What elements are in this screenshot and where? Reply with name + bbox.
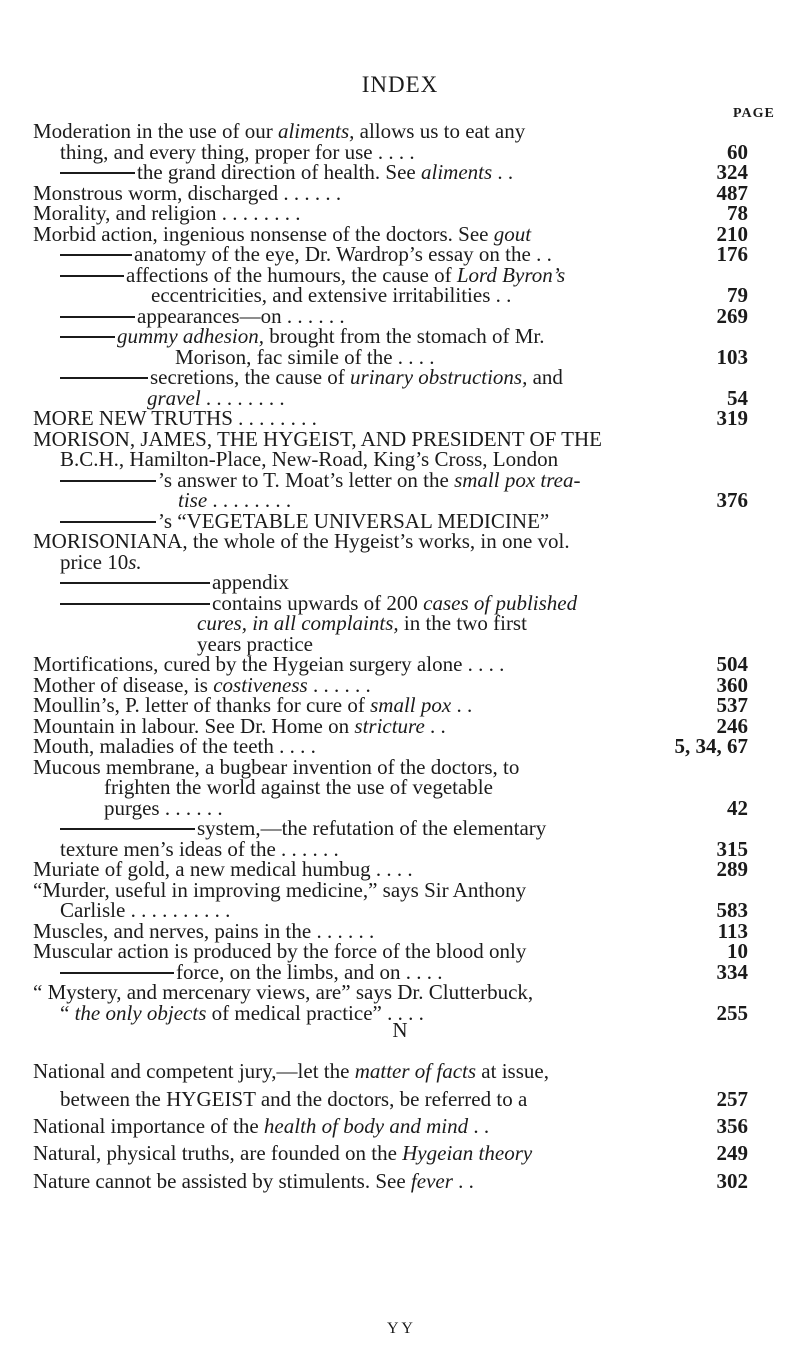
entry-text: system,—the refutation of the elementary bbox=[197, 816, 547, 840]
page-column-label: PAGE bbox=[733, 106, 775, 121]
entry-page-number: 376 bbox=[716, 488, 748, 512]
entry-page-number: 537 bbox=[716, 693, 748, 717]
entry-page-number: 504 bbox=[716, 652, 748, 676]
entry-text: affections of the humours, the cause of Lord Byron’s bbox=[126, 263, 566, 287]
entry-text: texture men’s ideas of the . . . . . . bbox=[60, 837, 339, 861]
entry-italic: fever bbox=[410, 1169, 453, 1193]
entry-page-number: 289 bbox=[716, 857, 748, 881]
entry-page-number: 176 bbox=[716, 242, 748, 266]
entry-text: gummy adhesion, brought from the stomach of Mr. bbox=[117, 324, 545, 348]
entry-page-number: 10 bbox=[727, 939, 748, 963]
entry-text: Moullin’s, P. letter of thanks for cure of small pox . . bbox=[33, 693, 473, 717]
entry-text: Carlisle . . . . . . . . . . bbox=[60, 898, 231, 922]
entry-page-number: 79 bbox=[727, 283, 748, 307]
ditto-dash bbox=[60, 972, 174, 974]
entry-page-number: 210 bbox=[716, 222, 748, 246]
entry-italic: health of body and mind bbox=[263, 1114, 469, 1138]
entry-text: anatomy of the eye, Dr. Wardrop’s essay on the . . bbox=[134, 242, 552, 266]
entry-page-number: 324 bbox=[716, 160, 748, 184]
entry-text: Mother of disease, is costiveness . . . . . . bbox=[33, 673, 371, 697]
entry-text: B.C.H., Hamilton-Place, New-Road, King’s Cross, London bbox=[60, 447, 559, 471]
index-entry bbox=[0, 1058, 800, 1084]
entry-text: gravel . . . . . . . . bbox=[147, 386, 285, 410]
entry-italic: matter of facts bbox=[354, 1059, 477, 1083]
entry-text: Monstrous worm, discharged . . . . . . bbox=[33, 181, 342, 205]
entry-text: Mucous membrane, a bugbear invention of the doctors, to bbox=[33, 755, 520, 779]
entry-text: cures, in all complaints, in the two first bbox=[197, 611, 527, 635]
entry-text: between the HYGEIST and the doctors, be referred to a bbox=[60, 1087, 528, 1111]
ditto-dash bbox=[60, 377, 148, 379]
entry-text: Natural, physical truths, are founded on the Hygeian theory bbox=[33, 1141, 533, 1165]
entry-text: ’s “VEGETABLE UNIVERSAL MEDICINE” bbox=[158, 509, 550, 533]
entry-page-number: 60 bbox=[727, 140, 748, 164]
index-entry bbox=[0, 1168, 800, 1194]
entry-text: ’s answer to T. Moat’s letter on the small pox trea- bbox=[158, 468, 581, 492]
entry-page-number: 315 bbox=[716, 837, 748, 861]
entry-text: Muscular action is produced by the force of the blood only bbox=[33, 939, 527, 963]
entry-page-number: 255 bbox=[716, 1001, 748, 1025]
entry-page-number: 78 bbox=[727, 201, 748, 225]
entry-text: National and competent jury,—let the matter of facts at issue, bbox=[33, 1059, 549, 1083]
entry-text: thing, and every thing, proper for use . . . . bbox=[60, 140, 415, 164]
entry-italic: Lord Byron’s bbox=[456, 263, 566, 287]
entry-page-number: 583 bbox=[716, 898, 748, 922]
entry-text: Muriate of gold, a new medical humbug . . . . bbox=[33, 857, 413, 881]
ditto-dash bbox=[60, 828, 195, 830]
entry-text: frighten the world against the use of vegetable bbox=[104, 775, 493, 799]
entry-page-number: 54 bbox=[727, 386, 748, 410]
ditto-dash bbox=[60, 603, 210, 605]
index-entry bbox=[0, 1113, 800, 1139]
entry-italic: Hygeian theory bbox=[402, 1141, 533, 1165]
entry-italic: stricture bbox=[354, 714, 425, 738]
entry-page-number: 356 bbox=[716, 1114, 748, 1138]
entry-text: Moderation in the use of our aliments, allows us to eat any bbox=[33, 119, 526, 143]
entry-text: Morison, fac simile of the . . . . bbox=[175, 345, 435, 369]
entry-page-number: 246 bbox=[716, 714, 748, 738]
entry-italic: gout bbox=[493, 222, 532, 246]
entry-page-number: 103 bbox=[716, 345, 748, 369]
ditto-dash bbox=[60, 336, 115, 338]
entry-page-number: 257 bbox=[716, 1087, 748, 1111]
entry-page-number: 334 bbox=[716, 960, 748, 984]
entry-page-number: 302 bbox=[716, 1169, 748, 1193]
ditto-dash bbox=[60, 254, 132, 256]
entry-italic: urinary obstructions, bbox=[350, 365, 528, 389]
entry-text: MORE NEW TRUTHS . . . . . . . . bbox=[33, 406, 317, 430]
index-entry bbox=[0, 1140, 800, 1166]
entry-text: the grand direction of health. See aliments . . bbox=[137, 160, 514, 184]
entry-text: secretions, the cause of urinary obstructions, and bbox=[150, 365, 563, 389]
ditto-dash bbox=[60, 582, 210, 584]
ditto-dash bbox=[60, 480, 156, 482]
entry-text: “ Mystery, and mercenary views, are” says Dr. Clutterbuck, bbox=[33, 980, 534, 1004]
entry-text: appearances—on . . . . . . bbox=[137, 304, 345, 328]
entry-text: contains upwards of 200 cases of published bbox=[212, 591, 578, 615]
entry-italic: aliments, bbox=[277, 119, 355, 143]
entry-text: price 10s. bbox=[60, 550, 142, 574]
entry-text: “ the only objects of medical practice” . . . . bbox=[60, 1001, 424, 1025]
entry-italic: cures, in all complaints, bbox=[197, 611, 399, 635]
entry-italic: s. bbox=[128, 550, 142, 574]
entry-text: purges . . . . . . bbox=[104, 796, 223, 820]
ditto-dash bbox=[60, 316, 135, 318]
entry-italic: costiveness bbox=[213, 673, 308, 697]
entry-italic: gravel bbox=[147, 386, 201, 410]
entry-text: force, on the limbs, and on . . . . bbox=[176, 960, 443, 984]
entry-text: appendix bbox=[212, 570, 289, 594]
index-entry bbox=[0, 1086, 800, 1112]
entry-page-number: 113 bbox=[717, 919, 748, 943]
entry-text: Nature cannot be assisted by stimulents. See fever . . bbox=[33, 1169, 474, 1193]
signature-mark: Y Y bbox=[387, 1320, 413, 1337]
entry-text: Mountain in labour. See Dr. Home on stricture . . bbox=[33, 714, 446, 738]
entry-text: Muscles, and nerves, pains in the . . . . . . bbox=[33, 919, 375, 943]
entry-page-number: 360 bbox=[716, 673, 748, 697]
entry-text: years practice bbox=[197, 632, 314, 656]
section-letter: N bbox=[392, 1018, 408, 1042]
entry-italic: small pox bbox=[370, 693, 452, 717]
entry-text: MORISONIANA, the whole of the Hygeist’s works, in one vol. bbox=[33, 529, 570, 553]
entry-text: Mortifications, cured by the Hygeian surgery alone . . . . bbox=[33, 652, 505, 676]
entry-text: Morbid action, ingenious nonsense of the doctors. See gout bbox=[33, 222, 532, 246]
entry-text: “Murder, useful in improving medicine,” says Sir Anthony bbox=[33, 878, 527, 902]
entry-text: Mouth, maladies of the teeth . . . . bbox=[33, 734, 316, 758]
entry-italic: tise bbox=[178, 488, 208, 512]
entry-page-number: 42 bbox=[727, 796, 748, 820]
entry-page-number: 269 bbox=[716, 304, 748, 328]
entry-italic: gummy adhesion, bbox=[117, 324, 264, 348]
entry-italic: cases of published bbox=[423, 591, 578, 615]
ditto-dash bbox=[60, 521, 156, 523]
entry-page-number: 5, 34, 67 bbox=[674, 734, 748, 758]
entry-page-number: 319 bbox=[716, 406, 748, 430]
ditto-dash bbox=[60, 275, 124, 277]
entry-page-number: 249 bbox=[716, 1141, 748, 1165]
entry-italic: small pox trea- bbox=[454, 468, 581, 492]
entry-italic: aliments bbox=[420, 160, 493, 184]
entry-italic: the only objects bbox=[74, 1001, 207, 1025]
entry-text: tise . . . . . . . . bbox=[178, 488, 292, 512]
entry-text: MORISON, JAMES, THE HYGEIST, AND PRESIDENT OF THE bbox=[33, 427, 602, 451]
entry-page-number: 487 bbox=[716, 181, 748, 205]
page-title: INDEX bbox=[361, 72, 439, 97]
entry-text: eccentricities, and extensive irritabilities . . bbox=[151, 283, 512, 307]
entry-text: Morality, and religion . . . . . . . . bbox=[33, 201, 301, 225]
entry-text: National importance of the health of body and mind . . bbox=[33, 1114, 490, 1138]
ditto-dash bbox=[60, 172, 135, 174]
